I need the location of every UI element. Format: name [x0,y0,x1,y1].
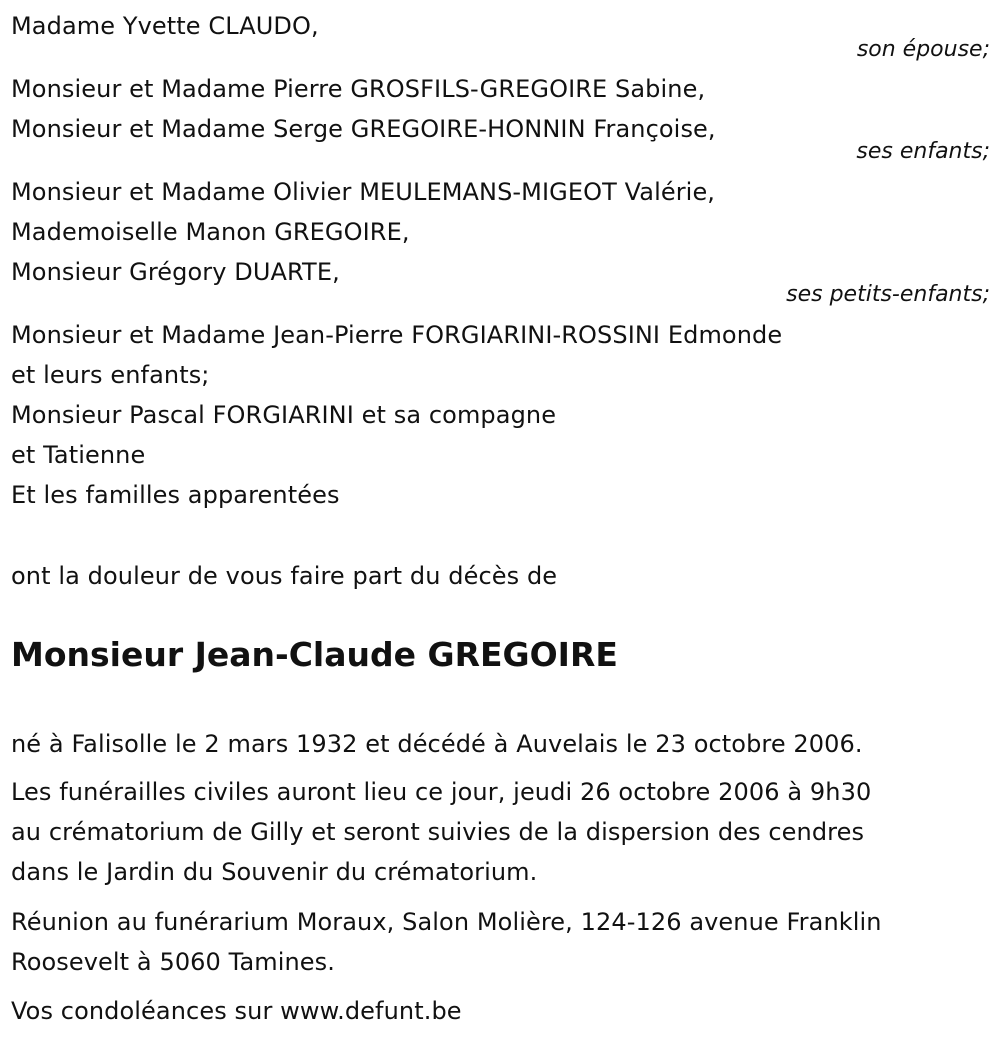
birth-death-text: né à Falisolle le 2 mars 1932 et décédé à Auvelais le 23 octobre 2006. [11,730,863,758]
relative-line: Monsieur Pascal FORGIARINI et sa compagne [11,401,557,429]
relative-line: et leurs enfants; [11,361,210,389]
wife-name: Madame Yvette CLAUDO, [11,12,319,40]
wife-role: son épouse; [856,37,990,62]
grandchildren-role: ses petits-enfants; [786,282,990,307]
grandchild-line: Monsieur Grégory DUARTE, [11,258,340,286]
funeral-text-line: au crématorium de Gilly et seront suivies de la dispersion des cendres [11,818,865,846]
child-line: Monsieur et Madame Serge GREGOIRE-HONNIN Françoise, [11,115,716,143]
child-line: Monsieur et Madame Pierre GROSFILS-GREGOIRE Sabine, [11,75,706,103]
reunion-text-line: Réunion au funérarium Moraux, Salon Molière, 124-126 avenue Franklin [11,908,882,936]
funeral-text-line: Les funérailles civiles auront lieu ce jour, jeudi 26 octobre 2006 à 9h30 [11,778,872,806]
announcement-text: ont la douleur de vous faire part du décès de [11,562,558,590]
deceased-name: Monsieur Jean-Claude GREGOIRE [11,635,618,674]
condolences-text: Vos condoléances sur www.defunt.be [11,997,462,1025]
relative-line: Monsieur et Madame Jean-Pierre FORGIARINI-ROSSINI Edmonde [11,321,783,349]
grandchild-line: Mademoiselle Manon GREGOIRE, [11,218,410,246]
grandchild-line: Monsieur et Madame Olivier MEULEMANS-MIGEOT Valérie, [11,178,716,206]
relative-line: Et les familles apparentées [11,481,340,509]
funeral-text-line: dans le Jardin du Souvenir du crématorium. [11,858,538,886]
reunion-text-line: Roosevelt à 5060 Tamines. [11,948,336,976]
children-role: ses enfants; [856,139,990,164]
relative-line: et Tatienne [11,441,146,469]
